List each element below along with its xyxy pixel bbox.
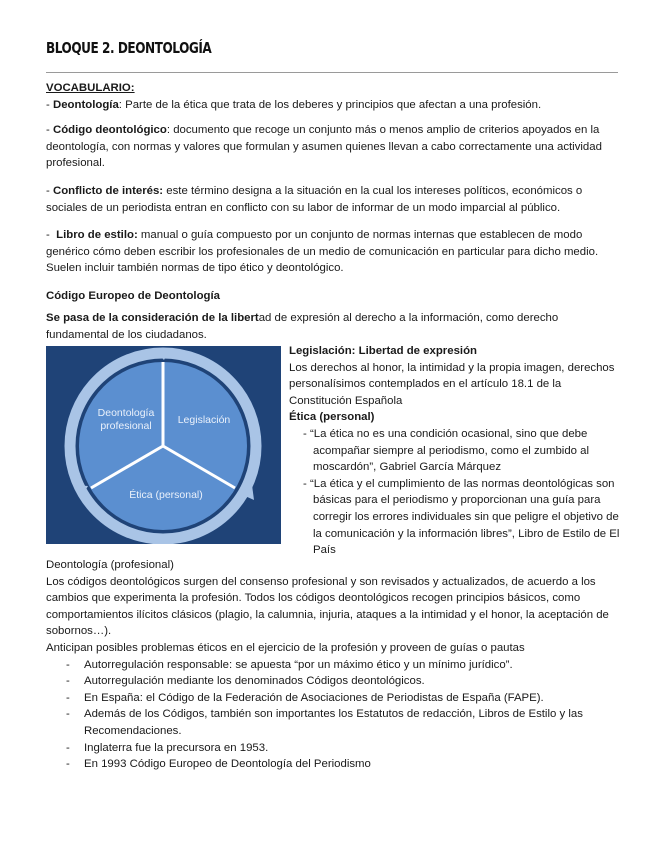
codigo-heading: Código Europeo de Deontología [46, 290, 221, 302]
vocab-item-codigo: - Código deontológico: documento que recoge un conjunto más o menos amplio de criterios apoyados en la deontología, con normas y valores que formulan y asumen quienes llevan a cabo correctamente una actividad profesional. [46, 124, 602, 170]
etica-heading: Ética (personal) [289, 411, 375, 424]
quote-el-pais: - “La ética y el cumplimiento de las normas deontológicas son básicas para el periodismo y proporcionan una guía para corregir los errores individuales sin que peligre el objetivo de la comunicación y la información libres”, Libro de Estilo de El País [303, 477, 620, 557]
list-item: - Inglaterra fue la precursora en 1953. [46, 740, 624, 757]
page-title: BLOQUE 2. DEONTOLOGÍA [46, 39, 212, 57]
vocab-def: : documento que recoge un conjunto más o menos amplio de criterios apoyados en la deontología, con normas y valores que formulan y asumen quienes llevan a cabo correctamente una actividad profesional. [46, 124, 602, 170]
list-item: - Autorregulación mediante los denominados Códigos deontológicos. [46, 673, 624, 690]
deontologia-list [46, 657, 624, 773]
legislacion-heading: Legislación: Libertad de expresión [289, 345, 477, 357]
segment-label-legislacion: Legislación [177, 414, 231, 426]
title-divider [46, 72, 618, 73]
codigo-lead-rest: ad de expresión al derecho a la información, como derecho fundamental de los ciudadanos. [46, 312, 559, 341]
vocab-item-deontologia: - Deontología: Parte de la ética que trata de los deberes y principios que afectan a una profesión. [46, 98, 542, 111]
codigo-lead [46, 310, 586, 343]
vocab-def: manual o guía compuesto por un conjunto de normas internas que establecen de modo genérico cómo deben escribir los profesionales de un medio de comunicación en particular para dicho medio. Suelen incluir también normas de tipo ético y deontológico. [46, 229, 599, 275]
quote-garcia-marquez: - “La ética no es una condición ocasional, sino que debe acompañar siempre al periodismo, como el zumbido al moscardón”, Gabriel García Márquez [303, 427, 590, 474]
list-item: - Autorregulación responsable: se apuesta “por un máximo ético y un mínimo jurídico”. [46, 657, 624, 674]
vocab-term: Código deontológico [52, 124, 167, 136]
codigo-lead-bold: Se pasa de la consideración de la libert [46, 312, 259, 324]
segment-label-deontologia-line1: Deontología [97, 407, 155, 419]
segment-label-etica: Ética (personal) [129, 489, 203, 501]
deontologia-intro: Anticipan posibles problemas éticos en el ejercicio de la profesión y proveen de guías o pautas [46, 641, 525, 654]
list-item: - Además de los Códigos, también son importantes los Estatutos de redacción, Libros de Estilo y las Recomendaciones. [46, 706, 624, 739]
segment-label-deontologia-line2: profesional [100, 420, 152, 432]
vocab-term: Deontología [52, 98, 119, 111]
legislacion-text: Los derechos al honor, la intimidad y la propia imagen, derechos personalísimos contemplados en el artículo 18.1 de la Constitución Española [289, 361, 615, 407]
deontologia-heading: Deontología (profesional) [46, 559, 174, 571]
deontologia-paragraph: Los códigos deontológicos surgen del consenso profesional y son revisados y actualizados, de acuerdo a los cambios que experimenta la profesión. Todos los códigos deontológicos recogen principios básicos, como comportamientos ilícitos clásicos (plagio, la calumnia, injuria, ataques a la intimidad y el honor, la aceptación de sobornos…). [46, 575, 609, 638]
vocab-item-conflicto: - Conflicto de interés: este término designa a la situación en la cual los intereses políticos, económicos o sociales de un periodista entran en conflicto con su labor de informar de un modo imparcial al público. [46, 185, 583, 214]
list-item: - En España: el Código de la Federación de Asociaciones de Periodistas de España (FAPE). [46, 690, 624, 707]
vocab-item-libro: - Libro de estilo: manual o guía compuesto por un conjunto de normas internas que establecen de modo genérico cómo deben escribir los profesionales de un medio de comunicación en particular para dicho medio. Suelen incluir también normas de tipo ético y deontológico. [46, 229, 599, 275]
vocab-heading: VOCABULARIO: [46, 82, 135, 94]
vocab-def: este término designa a la situación en la cual los intereses políticos, económicos o sociales de un periodista entran en conflicto con su labor de informar de un modo imparcial al público. [46, 185, 583, 214]
vocab-term: Libro de estilo: [56, 229, 138, 241]
diagram-notes [289, 343, 623, 559]
vocab-term: Conflicto de interés: [52, 185, 164, 197]
vocab-section [46, 80, 622, 113]
cycle-diagram [46, 346, 281, 544]
deontologia-section [46, 557, 624, 773]
list-item: - En 1993 Código Europeo de Deontología del Periodismo [46, 756, 624, 773]
vocab-def: : Parte de la ética que trata de los deberes y principios que afectan a una profesión. [118, 98, 542, 111]
